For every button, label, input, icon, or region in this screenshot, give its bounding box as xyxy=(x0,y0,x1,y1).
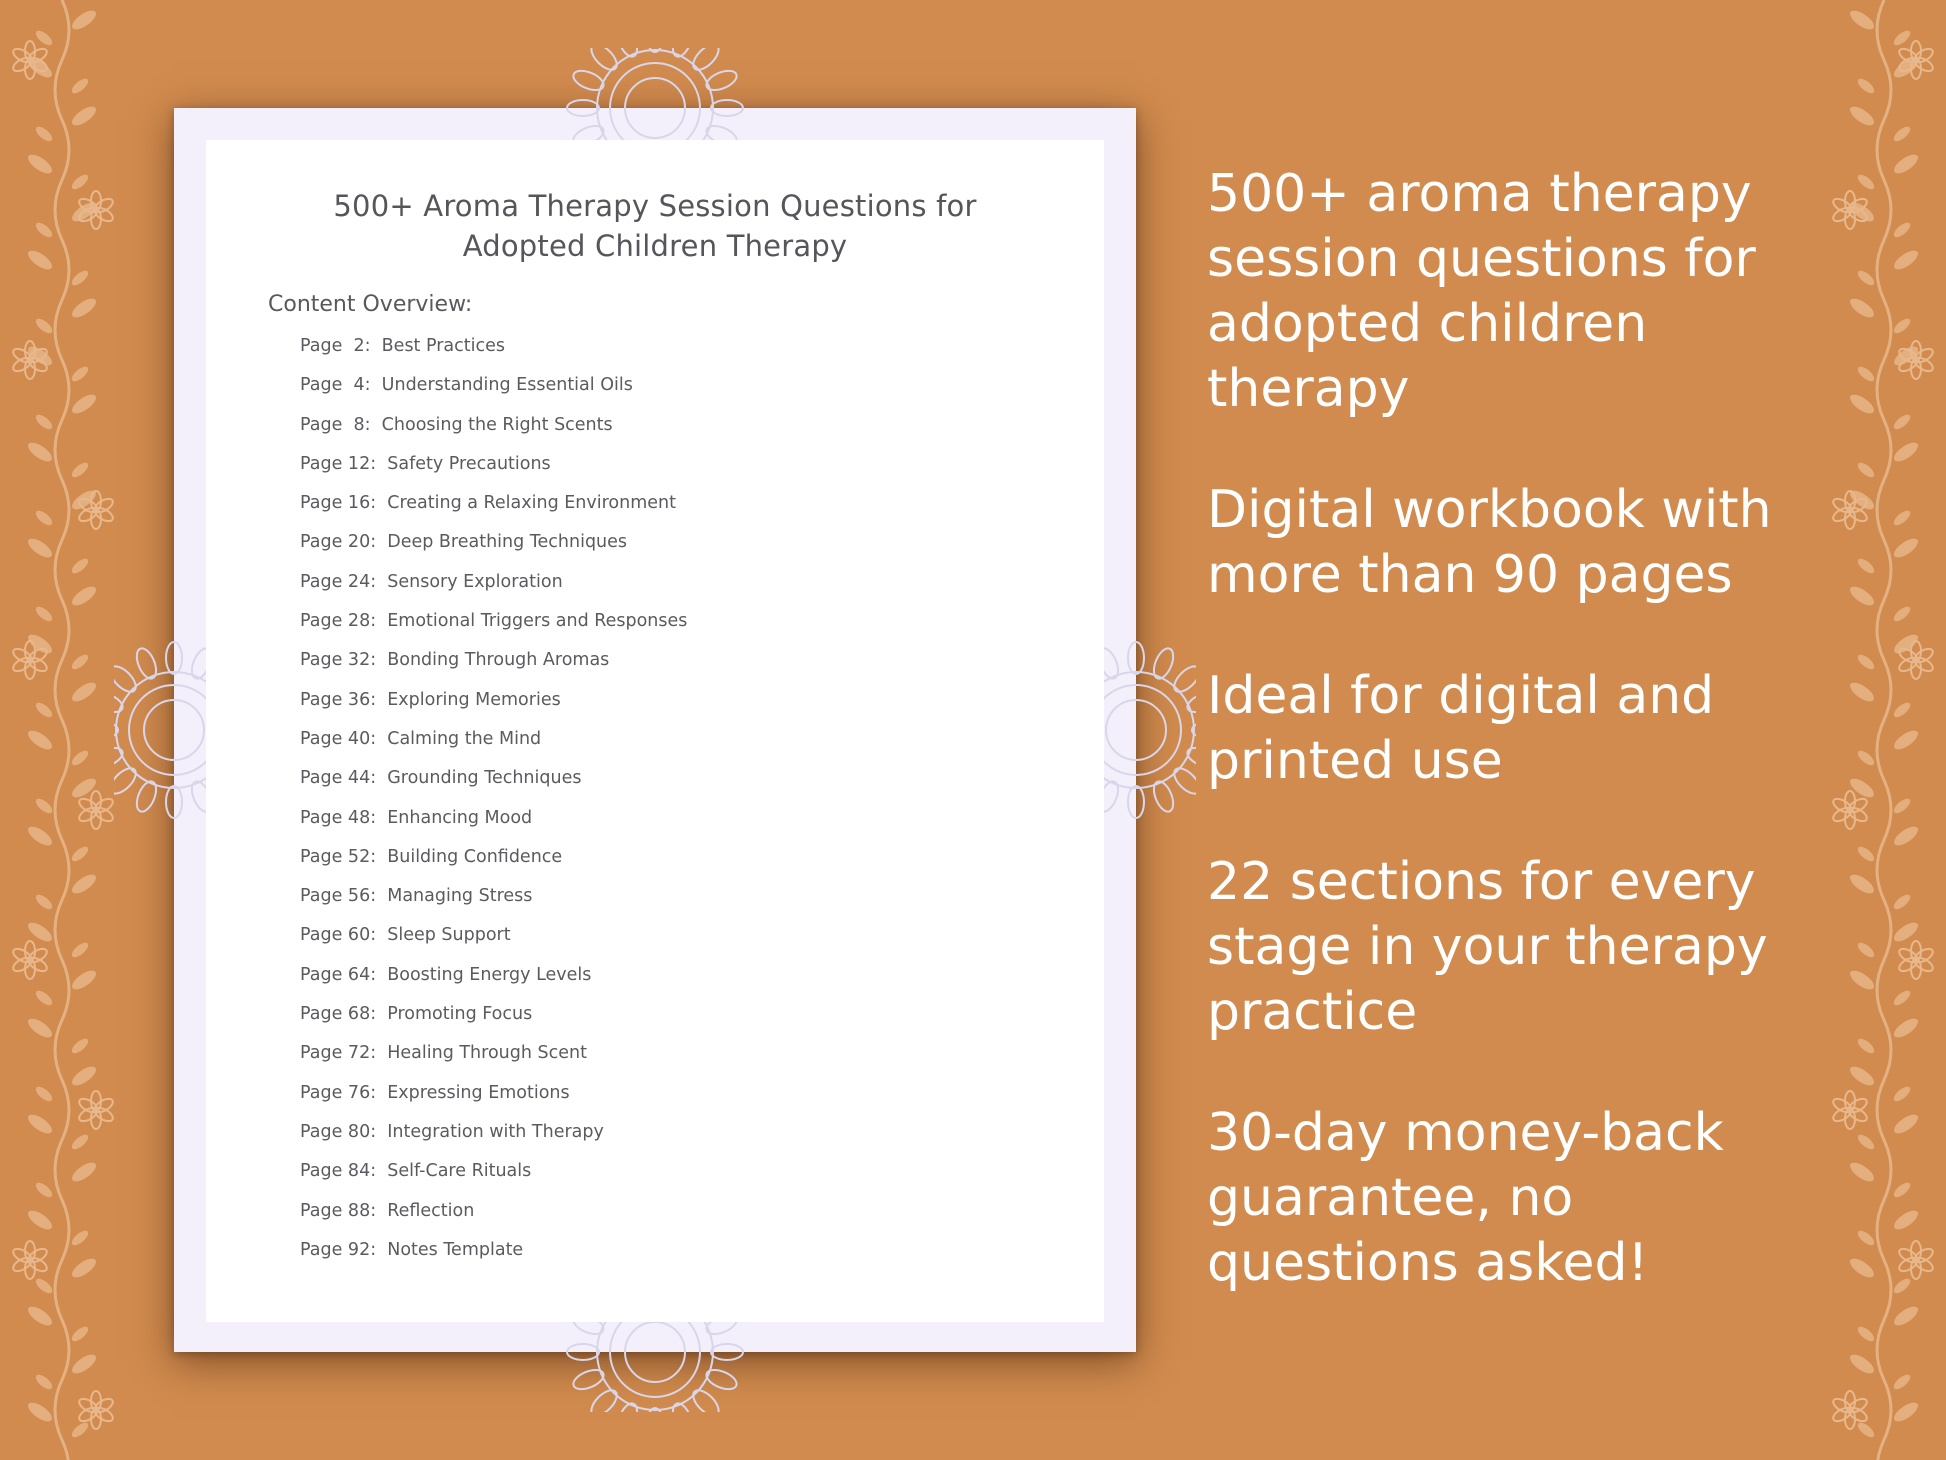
toc-section-title: Building Confidence xyxy=(387,846,563,867)
feature-line: session questions for xyxy=(1207,229,1756,289)
toc-page-number: Page 84: xyxy=(300,1161,377,1182)
toc-page-number: Page 2: xyxy=(300,336,371,356)
toc-item xyxy=(300,1161,687,1200)
toc-section-title: Choosing the Right Scents xyxy=(381,414,613,435)
document-title-line1: 500+ Aroma Therapy Session Questions for xyxy=(333,189,977,223)
feature-line: printed use xyxy=(1207,731,1503,791)
toc-item xyxy=(300,808,687,847)
toc-section-title: Best Practices xyxy=(381,336,506,356)
feature-line: guarantee, no xyxy=(1207,1168,1574,1228)
toc-section-title: Enhancing Mood xyxy=(387,807,533,828)
toc-page-number: Page 16: xyxy=(300,493,377,514)
toc-section-title: Notes Template xyxy=(387,1239,524,1260)
toc-item xyxy=(300,1043,687,1082)
toc-page-number: Page 36: xyxy=(300,689,377,710)
toc-section-title: Calming the Mind xyxy=(387,728,542,749)
feature-item xyxy=(1207,162,1847,422)
toc-section-title: Boosting Energy Levels xyxy=(387,964,592,985)
toc-page-number: Page 56: xyxy=(300,886,377,907)
toc-item xyxy=(300,847,687,886)
feature-line: 30-day money-back xyxy=(1207,1103,1724,1163)
toc-item xyxy=(300,1201,687,1240)
toc-item xyxy=(300,572,687,611)
toc-section-title: Grounding Techniques xyxy=(387,768,582,789)
toc-page-number: Page 48: xyxy=(300,807,377,828)
toc-item xyxy=(300,768,687,807)
toc-page-number: Page 76: xyxy=(300,1082,377,1103)
toc-page-number: Page 68: xyxy=(300,1004,377,1025)
toc-item xyxy=(300,532,687,571)
toc-page-number: Page 24: xyxy=(300,571,377,592)
toc-page-number: Page 92: xyxy=(300,1239,377,1260)
toc-page-number: Page 4: xyxy=(300,375,371,396)
feature-item xyxy=(1207,478,1847,608)
toc-item xyxy=(300,1004,687,1043)
toc-section-title: Managing Stress xyxy=(387,886,533,907)
feature-line: Digital workbook with xyxy=(1207,480,1772,540)
toc-section-title: Bonding Through Aromas xyxy=(387,650,610,671)
toc-page-number: Page 12: xyxy=(300,453,377,474)
toc-item xyxy=(300,690,687,729)
toc-item xyxy=(300,729,687,768)
toc-item xyxy=(300,454,687,493)
toc-page-number: Page 44: xyxy=(300,768,377,789)
toc-section-title: Deep Breathing Techniques xyxy=(387,532,628,553)
toc-page-number: Page 80: xyxy=(300,1121,377,1142)
toc-section-title: Integration with Therapy xyxy=(387,1121,604,1142)
toc-page-number: Page 88: xyxy=(300,1200,377,1221)
toc-page-number: Page 52: xyxy=(300,846,377,867)
toc-item xyxy=(300,336,687,375)
toc-item xyxy=(300,965,687,1004)
document-title-line2: Adopted Children Therapy xyxy=(462,229,848,263)
toc-section-title: Self-Care Rituals xyxy=(387,1161,532,1182)
content-overview-heading: Content Overview: xyxy=(268,292,473,317)
feature-line: 500+ aroma therapy xyxy=(1207,164,1752,224)
toc-section-title: Exploring Memories xyxy=(387,689,561,710)
toc-section-title: Healing Through Scent xyxy=(387,1043,587,1064)
feature-line: questions asked! xyxy=(1207,1233,1649,1293)
toc-section-title: Understanding Essential Oils xyxy=(381,375,633,396)
toc-item xyxy=(300,611,687,650)
toc-section-title: Reflection xyxy=(387,1200,475,1221)
feature-item xyxy=(1207,1101,1847,1296)
toc-page-number: Page 72: xyxy=(300,1043,377,1064)
document-title xyxy=(206,186,1104,266)
document-preview xyxy=(174,108,1136,1352)
toc-page-number: Page 28: xyxy=(300,611,377,632)
feature-line: adopted children xyxy=(1207,294,1648,354)
toc-item xyxy=(300,1240,687,1279)
toc-page-number: Page 40: xyxy=(300,728,377,749)
floral-vine-left-icon xyxy=(0,0,130,1460)
feature-item xyxy=(1207,850,1847,1045)
feature-line: stage in your therapy xyxy=(1207,917,1768,977)
toc-item xyxy=(300,1083,687,1122)
table-of-contents xyxy=(300,336,687,1279)
toc-item xyxy=(300,415,687,454)
toc-section-title: Sleep Support xyxy=(387,925,511,946)
toc-section-title: Expressing Emotions xyxy=(387,1082,570,1103)
toc-page-number: Page 64: xyxy=(300,964,377,985)
toc-item xyxy=(300,925,687,964)
toc-item xyxy=(300,375,687,414)
toc-item xyxy=(300,886,687,925)
toc-section-title: Promoting Focus xyxy=(387,1004,533,1025)
feature-list xyxy=(1207,162,1847,1352)
feature-line: more than 90 pages xyxy=(1207,545,1733,605)
feature-item xyxy=(1207,664,1847,794)
toc-section-title: Emotional Triggers and Responses xyxy=(387,611,688,632)
feature-line: practice xyxy=(1207,982,1418,1042)
feature-line: 22 sections for every xyxy=(1207,852,1756,912)
toc-page-number: Page 8: xyxy=(300,414,371,435)
document-page xyxy=(206,140,1104,1322)
toc-page-number: Page 60: xyxy=(300,925,377,946)
toc-section-title: Safety Precautions xyxy=(387,453,551,474)
toc-page-number: Page 32: xyxy=(300,650,377,671)
toc-section-title: Sensory Exploration xyxy=(387,571,563,592)
toc-item xyxy=(300,493,687,532)
toc-section-title: Creating a Relaxing Environment xyxy=(387,493,676,514)
toc-item xyxy=(300,650,687,689)
toc-item xyxy=(300,1122,687,1161)
feature-line: therapy xyxy=(1207,359,1410,419)
feature-line: Ideal for digital and xyxy=(1207,666,1715,726)
toc-page-number: Page 20: xyxy=(300,532,377,553)
